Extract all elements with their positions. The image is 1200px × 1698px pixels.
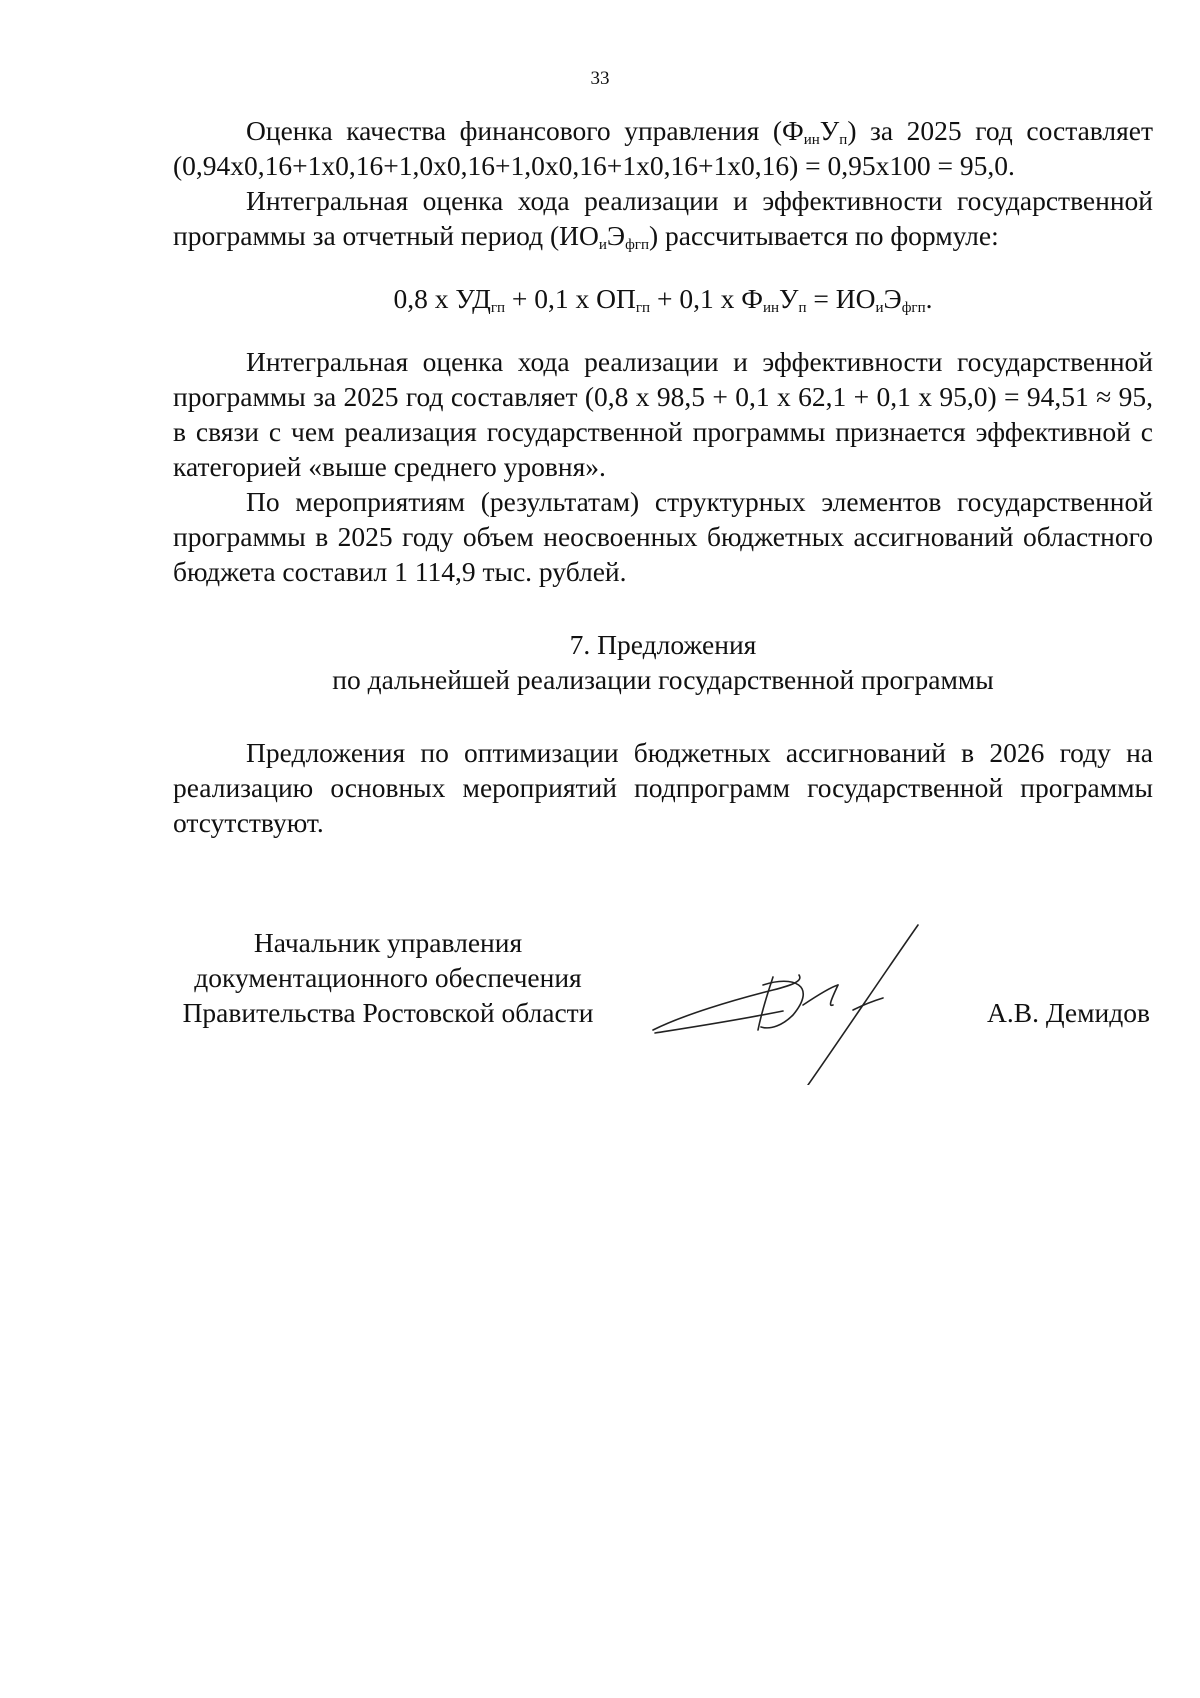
paragraph-integral-result: Интегральная оценка хода реализации и эффективности государственной программы за 2025 год составляет (0,8 х 98,5 + 0,1 х 62,1 + 0,1 х 95,0) = 94,51 ≈ 95, в связи с чем реализация государственной программы признается эффективной с категорией «выше среднего уровня».	[173, 346, 1153, 482]
paragraph-unspent-budget: По мероприятиям (результатам) структурных элементов государственной программы в 2025 году объем неосвоенных бюджетных ассигнований областного бюджета составил 1 114,9 тыс. рублей.	[173, 486, 1153, 587]
signatory-name: А.В. Демидов	[987, 997, 1150, 1028]
document-body	[173, 113, 1153, 840]
signatory-position: Начальник управления документационного обеспечения Правительства Ростовской области	[182, 927, 594, 1028]
section-heading-line1: 7. Предложения	[569, 629, 757, 660]
formula: 0,8 х $УД_{гп} + 0,1$ х $ОП_{гп} + 0,1$ х $Ф_{ин}У_п = ИО_иЭ_{фгп}$.	[393, 283, 933, 316]
handwritten-signature	[643, 915, 933, 1085]
paragraph-integral-intro: Интегральная оценка хода реализации и эффективности государственной программы за отчетный период $(ИО_иЭ_{фгп})$ рассчитывается по формуле:	[173, 185, 1153, 253]
section-heading-line2: по дальнейшей реализации государственной программы	[332, 664, 994, 695]
paragraph-proposals: Предложения по оптимизации бюджетных ассигнований в 2026 году на реализацию основных мероприятий подпрограмм государственной программы отсутствуют.	[173, 737, 1153, 838]
paragraph-financial-management: Оценка качества финансового управления $(Ф_{ин}У_п)$ за 2025 год составляет (0,94х0,16+1х0,16+1,0х0,16+1,0х0,16+1х0,16+1х0,16) = 0,95х100 = 95,0.	[173, 115, 1153, 181]
section-heading	[173, 627, 1153, 697]
signature-block	[173, 925, 1153, 1085]
page-number: 33	[590, 68, 610, 89]
